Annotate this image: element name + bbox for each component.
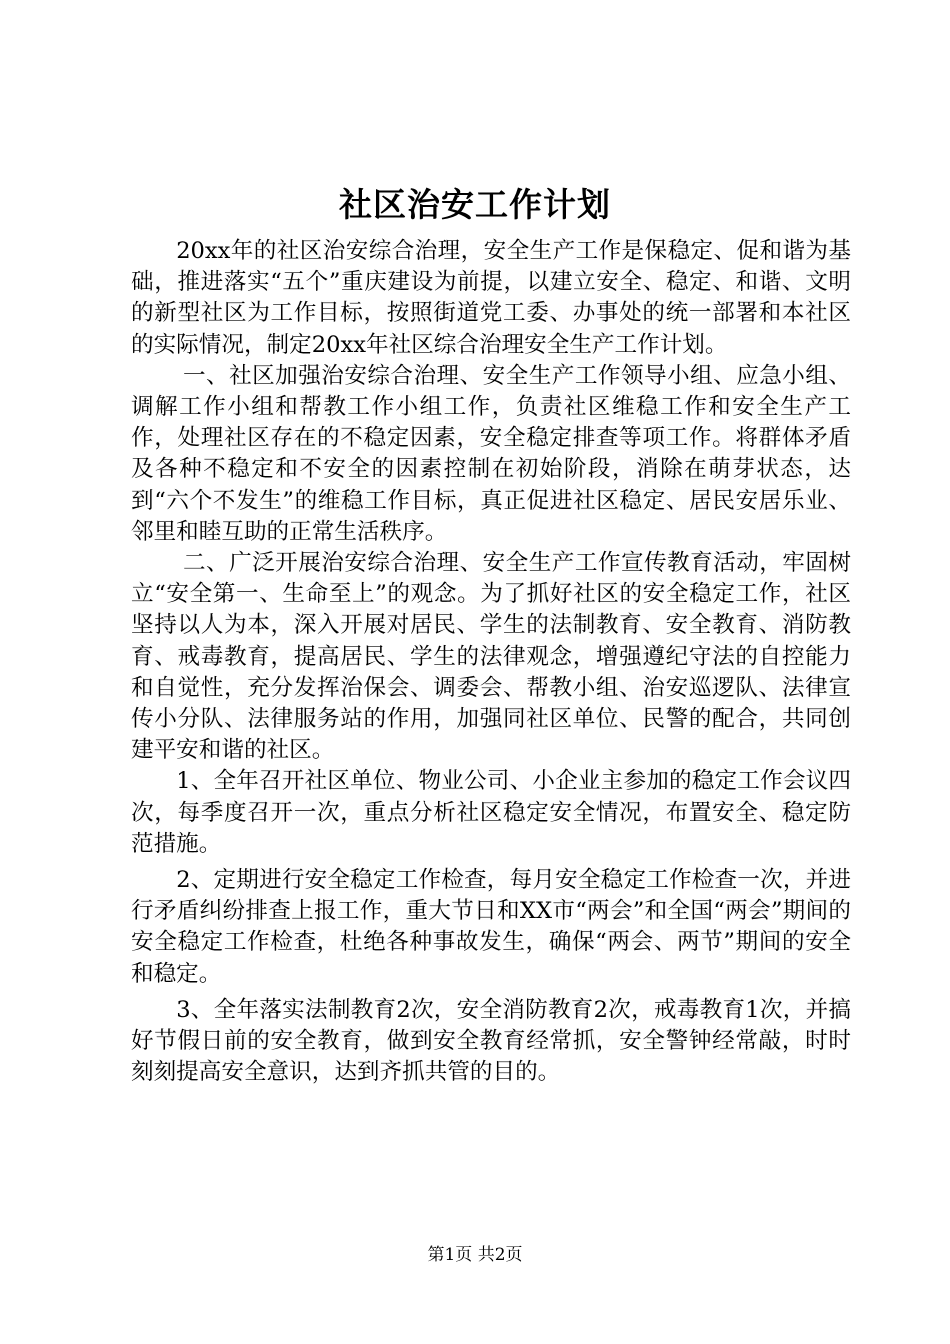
paragraph-intro: 20xx年的社区治安综合治理，安全生产工作是保稳定、促和谐为基础，推进落实“五个”重庆建设为前提，以建立安全、稳定、和谐、文明的新型社区为工作目标，按照街道党工委、办事处的统一部署和本社区的实际情况，制定20xx年社区综合治理安全生产工作计划。	[131, 238, 851, 358]
paragraph-item-three: 3、全年落实法制教育2次，安全消防教育2次，戒毒教育1次，并搞好节假日前的安全教育，做到安全教育经常抓，安全警钟经常敲，时时刻刻提高安全意识，达到齐抓共管的目的。	[131, 996, 851, 1086]
paragraph-item-one: 1、全年召开社区单位、物业公司、小企业主参加的稳定工作会议四次，每季度召开一次，重点分析社区稳定安全情况，布置安全、稳定防范措施。	[131, 768, 851, 857]
document-title: 社区治安工作计划	[339, 185, 611, 224]
document-body	[131, 236, 851, 1088]
paragraph-item-two: 2、定期进行安全稳定工作检查，每月安全稳定工作检查一次，并进行矛盾纠纷排查上报工作，重大节日和XX市“两会”和全国“两会”期间的安全稳定工作检查，杜绝各种事故发生，确保“两会、两节”期间的安全和稳定。	[131, 867, 851, 987]
paragraph-section-one: 一、社区加强治安综合治理、安全生产工作领导小组、应急小组、调解工作小组和帮教工作小组工作，负责社区维稳工作和安全生产工作，处理社区存在的不稳定因素，安全稳定排查等项工作。将群体矛盾及各种不稳定和不安全的因素控制在初始阶段，消除在萌芽状态，达到“六个不发生”的维稳工作目标，真正促进社区稳定、居民安居乐业、邻里和睦互助的正常生活秩序。	[131, 362, 851, 545]
paragraph-section-two: 二、广泛开展治安综合治理、安全生产工作宣传教育活动，牢固树立“安全第一、生命至上”的观念。为了抓好社区的安全稳定工作，社区坚持以人为本，深入开展对居民、学生的法制教育、安全教育、消防教育、戒毒教育，提高居民、学生的法律观念，增强遵纪守法的自控能力和自觉性，充分发挥治保会、调委会、帮教小组、治安巡逻队、法律宣传小分队、法律服务站的作用，加强同社区单位、民警的配合，共同创建平安和谐的社区。	[131, 550, 851, 764]
page-footer: 第1页 共2页	[427, 1245, 523, 1265]
